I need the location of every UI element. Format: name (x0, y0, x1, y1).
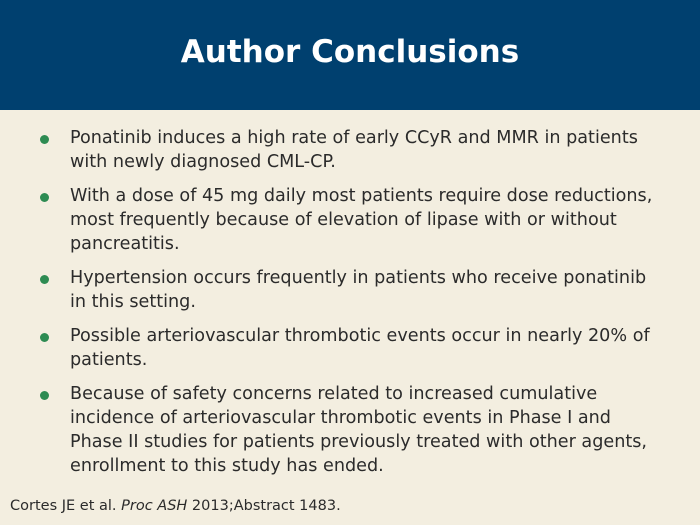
bullet-dot-icon (40, 391, 49, 400)
citation (10, 498, 341, 514)
slide-title: Author Conclusions (180, 34, 520, 70)
bullet-dot-icon (40, 275, 49, 284)
bullet-item (0, 126, 700, 174)
title-bar (0, 0, 700, 110)
bullet-item (0, 324, 700, 372)
bullet-item (0, 266, 700, 314)
bullet-dot-icon (40, 333, 49, 342)
bullet-dot-icon (40, 193, 49, 202)
bullet-text: Ponatinib induces a high rate of early CCyR and MMR in patients with newly diagnosed CML-CP. (70, 128, 638, 172)
citation-details: 2013;Abstract 1483. (191, 498, 341, 514)
citation-journal: Proc ASH (121, 498, 188, 514)
bullet-item (0, 184, 700, 256)
bullet-text: With a dose of 45 mg daily most patients require dose reductions, most frequently because of elevation of lipase with or without pancreatitis. (70, 186, 653, 254)
bullet-text: Because of safety concerns related to increased cumulative incidence of arteriovascular thrombotic events in Phase I and Phase II studies for patients previously treated with other agents, enrollment to this study has ended. (70, 384, 648, 476)
bullet-text: Possible arteriovascular thrombotic events occur in nearly 20% of patients. (70, 326, 650, 370)
bullet-item (0, 382, 700, 478)
bullet-text: Hypertension occurs frequently in patients who receive ponatinib in this setting. (70, 268, 647, 312)
bullet-list (0, 126, 700, 488)
bullet-dot-icon (40, 135, 49, 144)
citation-authors: Cortes JE et al. (10, 498, 117, 514)
